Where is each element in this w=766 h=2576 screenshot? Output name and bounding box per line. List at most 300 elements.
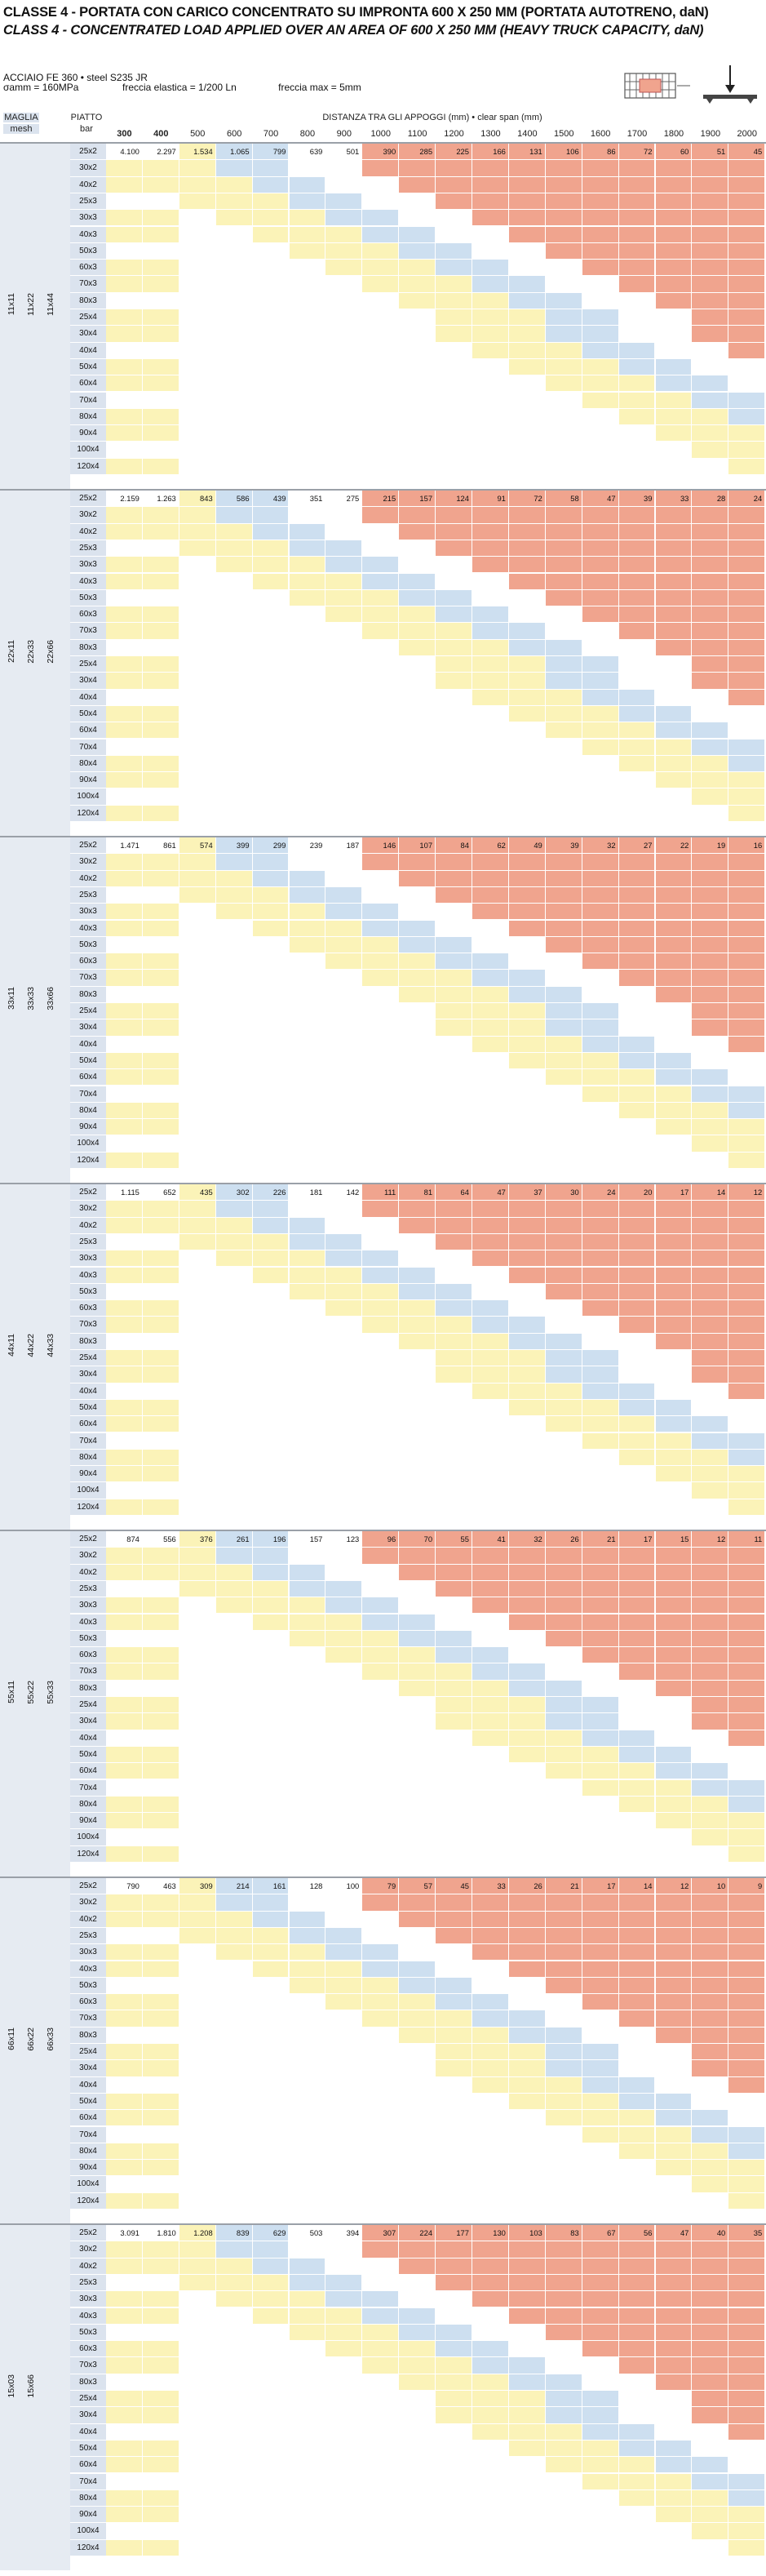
material: ACCIAIO FE 360 • steel S235 JR bbox=[3, 72, 148, 83]
load-cell bbox=[582, 2143, 618, 2159]
load-cell bbox=[436, 806, 472, 821]
load-cell: 84 bbox=[436, 837, 472, 853]
load-cell bbox=[472, 260, 508, 275]
load-cell bbox=[216, 887, 252, 903]
load-cell bbox=[362, 309, 398, 325]
load-cell bbox=[728, 524, 764, 540]
load-cell bbox=[216, 442, 252, 457]
load-cell bbox=[106, 1416, 142, 1432]
load-cell bbox=[582, 1647, 618, 1663]
load-cell bbox=[143, 1234, 179, 1250]
mesh-block-66x11 bbox=[0, 1876, 766, 2223]
load-cell bbox=[179, 1400, 215, 1415]
load-cell bbox=[179, 359, 215, 375]
load-cell bbox=[106, 393, 142, 408]
load-cell bbox=[253, 2474, 289, 2489]
load-cell bbox=[582, 1697, 618, 1712]
load-cell bbox=[656, 1466, 692, 1481]
load-cell bbox=[216, 1565, 252, 1580]
load-cell bbox=[106, 2407, 142, 2423]
load-cell: 225 bbox=[436, 144, 472, 159]
load-cell bbox=[290, 1482, 325, 1498]
load-cell bbox=[290, 1416, 325, 1432]
load-cell bbox=[472, 2291, 508, 2307]
load-cell bbox=[509, 2060, 545, 2076]
load-cell bbox=[253, 1565, 289, 1580]
load-cell: 22 bbox=[656, 837, 692, 853]
load-cell bbox=[728, 2308, 764, 2324]
load-cell bbox=[546, 1201, 582, 1216]
bar-label: 30x3 bbox=[70, 1944, 106, 1960]
load-cell bbox=[619, 806, 655, 821]
load-cell: 58 bbox=[546, 491, 582, 506]
bar-label: 30x3 bbox=[70, 1597, 106, 1613]
bar-label: 40x3 bbox=[70, 574, 106, 589]
load-cell bbox=[619, 854, 655, 869]
load-cell bbox=[106, 1334, 142, 1349]
load-cell bbox=[692, 640, 728, 655]
load-cell: 47 bbox=[472, 1184, 508, 1200]
load-cell: 11 bbox=[728, 1531, 764, 1547]
load-cell bbox=[253, 640, 289, 655]
load-cell bbox=[509, 507, 545, 522]
load-cell bbox=[179, 1317, 215, 1332]
load-cell bbox=[582, 1928, 618, 1943]
load-cell bbox=[619, 177, 655, 193]
load-cell bbox=[509, 2391, 545, 2406]
load-cell bbox=[472, 2441, 508, 2456]
load-cell bbox=[582, 507, 618, 522]
load-cell bbox=[253, 871, 289, 886]
load-cell bbox=[546, 1499, 582, 1515]
load-cell bbox=[290, 788, 325, 804]
load-cell bbox=[692, 393, 728, 408]
load-cell bbox=[179, 1416, 215, 1432]
load-cell bbox=[472, 2391, 508, 2406]
load-cell bbox=[728, 987, 764, 1002]
load-cell bbox=[692, 854, 728, 869]
load-cell bbox=[656, 2540, 692, 2556]
load-cell bbox=[692, 2540, 728, 2556]
load-cell bbox=[472, 656, 508, 672]
load-cell bbox=[179, 293, 215, 309]
load-cell bbox=[619, 887, 655, 903]
bar-label: 30x4 bbox=[70, 2060, 106, 2076]
load-cell bbox=[106, 557, 142, 572]
load-cell bbox=[216, 590, 252, 606]
load-cell bbox=[362, 1663, 398, 1679]
load-cell bbox=[692, 2275, 728, 2290]
load-cell bbox=[546, 409, 582, 424]
load-cell bbox=[179, 2160, 215, 2175]
load-cell bbox=[253, 260, 289, 275]
load-cell bbox=[362, 1829, 398, 1845]
load-cell bbox=[253, 1499, 289, 1515]
load-cell bbox=[325, 2341, 361, 2356]
load-cell bbox=[179, 871, 215, 886]
load-cell bbox=[619, 557, 655, 572]
load-cell bbox=[253, 1747, 289, 1762]
load-cell bbox=[143, 1003, 179, 1019]
load-cell bbox=[619, 1747, 655, 1762]
load-cell bbox=[106, 1763, 142, 1779]
span-600: 600 bbox=[226, 129, 242, 139]
load-cell bbox=[179, 806, 215, 821]
load-cell bbox=[436, 871, 472, 886]
load-cell bbox=[179, 2110, 215, 2125]
load-cell bbox=[325, 193, 361, 209]
load-cell bbox=[509, 2077, 545, 2093]
load-cell bbox=[582, 1780, 618, 1796]
load-cell bbox=[362, 1912, 398, 1927]
load-cell bbox=[253, 1284, 289, 1299]
load-cell bbox=[106, 1466, 142, 1481]
load-cell bbox=[290, 2110, 325, 2125]
load-cell bbox=[325, 2308, 361, 2324]
load-cell bbox=[656, 1350, 692, 1366]
load-cell bbox=[362, 1548, 398, 1563]
load-cell bbox=[399, 722, 435, 738]
load-cell bbox=[362, 393, 398, 408]
load-cell bbox=[216, 2094, 252, 2109]
load-cell bbox=[582, 276, 618, 291]
load-cell bbox=[325, 177, 361, 193]
load-cell bbox=[179, 2176, 215, 2192]
load-cell bbox=[728, 656, 764, 672]
load-cell bbox=[216, 2523, 252, 2538]
load-cell bbox=[436, 2441, 472, 2456]
load-cell bbox=[692, 2044, 728, 2059]
load-cell bbox=[728, 1300, 764, 1316]
load-cell bbox=[546, 623, 582, 638]
load-cell bbox=[216, 2357, 252, 2373]
load-cell bbox=[436, 854, 472, 869]
load-cell bbox=[582, 1466, 618, 1481]
load-cell: 1.810 bbox=[143, 2225, 179, 2241]
load-cell bbox=[436, 2143, 472, 2159]
load-cell bbox=[143, 1450, 179, 1465]
load-cell bbox=[619, 2391, 655, 2406]
load-cell bbox=[325, 2077, 361, 2093]
load-cell bbox=[692, 2308, 728, 2324]
load-cell bbox=[546, 1037, 582, 1052]
load-cell bbox=[472, 1780, 508, 1796]
load-cell bbox=[179, 1912, 215, 1927]
load-cell bbox=[509, 2308, 545, 2324]
load-cell bbox=[179, 1797, 215, 1812]
load-cell bbox=[546, 1928, 582, 1943]
load-cell bbox=[472, 788, 508, 804]
load-cell bbox=[106, 2143, 142, 2159]
load-cell bbox=[472, 937, 508, 953]
load-cell bbox=[362, 442, 398, 457]
load-cell bbox=[436, 722, 472, 738]
load-cell bbox=[216, 1433, 252, 1449]
load-cell bbox=[692, 227, 728, 242]
load-cell bbox=[106, 1499, 142, 1515]
load-cell bbox=[362, 2391, 398, 2406]
bar-label: 30x4 bbox=[70, 1713, 106, 1729]
load-cell bbox=[143, 1218, 179, 1233]
load-cell bbox=[179, 393, 215, 408]
load-cell bbox=[656, 227, 692, 242]
load-cell bbox=[546, 739, 582, 755]
load-cell bbox=[582, 673, 618, 688]
load-cell bbox=[106, 2044, 142, 2059]
load-cell bbox=[436, 1829, 472, 1845]
bar-label: 40x4 bbox=[70, 343, 106, 358]
load-cell bbox=[106, 606, 142, 622]
load-cell bbox=[216, 1482, 252, 1498]
load-cell bbox=[325, 706, 361, 722]
load-cell bbox=[216, 425, 252, 441]
load-cell bbox=[509, 2275, 545, 2290]
load-cell bbox=[253, 1780, 289, 1796]
load-cell bbox=[546, 1086, 582, 1102]
load-cell bbox=[472, 1450, 508, 1465]
load-cell bbox=[582, 1713, 618, 1729]
load-cell bbox=[325, 1631, 361, 1646]
load-cell bbox=[656, 1581, 692, 1597]
load-cell bbox=[692, 160, 728, 175]
load-cell bbox=[325, 507, 361, 522]
title-english: CLASS 4 - CONCENTRATED LOAD APPLIED OVER AN AREA OF 600 X 250 MM (HEAVY TRUCK CAPACITY, daN) bbox=[3, 23, 704, 38]
load-cell bbox=[399, 1466, 435, 1481]
load-cell bbox=[728, 442, 764, 457]
load-cell bbox=[253, 690, 289, 705]
load-cell bbox=[179, 2441, 215, 2456]
load-cell bbox=[362, 1565, 398, 1580]
load-cell bbox=[106, 193, 142, 209]
load-cell bbox=[179, 1053, 215, 1068]
load-cell bbox=[179, 2094, 215, 2109]
load-cell bbox=[619, 606, 655, 622]
load-cell bbox=[216, 756, 252, 771]
load-cell bbox=[728, 1086, 764, 1102]
load-cell bbox=[656, 722, 692, 738]
load-cell bbox=[656, 2027, 692, 2043]
load-cell bbox=[509, 425, 545, 441]
load-cell bbox=[290, 1663, 325, 1679]
load-cell bbox=[179, 1135, 215, 1151]
load-cell bbox=[546, 1153, 582, 1168]
load-cell bbox=[362, 640, 398, 655]
load-cell bbox=[656, 425, 692, 441]
load-cell bbox=[546, 953, 582, 969]
load-cell bbox=[436, 739, 472, 755]
load-cell bbox=[362, 921, 398, 936]
load-cell bbox=[509, 193, 545, 209]
load-cell bbox=[179, 409, 215, 424]
bar-label: 40x4 bbox=[70, 2077, 106, 2093]
load-cell bbox=[619, 1894, 655, 1910]
load-cell bbox=[472, 1944, 508, 1960]
load-cell bbox=[692, 2357, 728, 2373]
load-cell bbox=[362, 2193, 398, 2209]
load-cell bbox=[472, 2540, 508, 2556]
load-cell bbox=[509, 1780, 545, 1796]
load-cell bbox=[509, 2044, 545, 2059]
load-cell: 181 bbox=[290, 1184, 325, 1200]
load-cell bbox=[656, 2241, 692, 2257]
load-cell bbox=[399, 359, 435, 375]
load-cell bbox=[509, 1003, 545, 1019]
load-cell bbox=[290, 2407, 325, 2423]
load-cell bbox=[582, 425, 618, 441]
load-cell bbox=[728, 937, 764, 953]
load-cell bbox=[325, 921, 361, 936]
load-cell bbox=[619, 210, 655, 225]
load-cell bbox=[290, 1697, 325, 1712]
load-cell bbox=[692, 2325, 728, 2340]
bar-label: 60x3 bbox=[70, 1300, 106, 1316]
load-cell bbox=[106, 1300, 142, 1316]
load-cell bbox=[216, 1284, 252, 1299]
load-cell bbox=[253, 2341, 289, 2356]
bar-label: 100x4 bbox=[70, 442, 106, 457]
load-cell bbox=[106, 1019, 142, 1035]
load-cell bbox=[436, 1978, 472, 1993]
load-cell bbox=[399, 2325, 435, 2340]
load-cell bbox=[656, 1284, 692, 1299]
load-cell bbox=[290, 2077, 325, 2093]
load-cell bbox=[436, 970, 472, 985]
bar-label: 70x4 bbox=[70, 2474, 106, 2489]
load-cell bbox=[692, 1416, 728, 1432]
load-cell bbox=[290, 1631, 325, 1646]
load-cell bbox=[582, 2391, 618, 2406]
load-cell bbox=[546, 904, 582, 919]
bar-header: PIATTO bbox=[70, 113, 103, 122]
load-cell: 40 bbox=[692, 2225, 728, 2241]
load-cell bbox=[290, 2374, 325, 2390]
load-cell bbox=[546, 2441, 582, 2456]
load-cell bbox=[106, 2060, 142, 2076]
load-cell bbox=[436, 2507, 472, 2522]
load-cell bbox=[472, 1647, 508, 1663]
load-cell bbox=[179, 2027, 215, 2043]
load-cell bbox=[216, 393, 252, 408]
span-700: 700 bbox=[263, 129, 279, 139]
load-cell bbox=[472, 1631, 508, 1646]
load-cell bbox=[728, 1366, 764, 1382]
load-cell bbox=[728, 1037, 764, 1052]
load-cell bbox=[253, 2523, 289, 2538]
load-cell bbox=[582, 2160, 618, 2175]
load-cell: 1.471 bbox=[106, 837, 142, 853]
bar-label: 60x3 bbox=[70, 1647, 106, 1663]
load-cell bbox=[325, 1614, 361, 1630]
load-cell bbox=[179, 574, 215, 589]
load-cell bbox=[179, 193, 215, 209]
load-cell bbox=[253, 2110, 289, 2125]
load-cell bbox=[656, 2374, 692, 2390]
load-cell bbox=[546, 425, 582, 441]
load-cell bbox=[436, 1284, 472, 1299]
load-cell bbox=[656, 2424, 692, 2440]
load-cell bbox=[290, 2241, 325, 2257]
load-cell bbox=[290, 1797, 325, 1812]
load-cell bbox=[656, 2407, 692, 2423]
load-cell bbox=[436, 2176, 472, 2192]
load-cell bbox=[216, 1334, 252, 1349]
load-cell bbox=[216, 690, 252, 705]
load-cell bbox=[728, 425, 764, 441]
load-cell bbox=[656, 459, 692, 474]
bar-label: 60x3 bbox=[70, 2341, 106, 2356]
load-cell bbox=[472, 2275, 508, 2290]
load-cell bbox=[582, 1482, 618, 1498]
load-cell bbox=[728, 1548, 764, 1563]
load-cell bbox=[472, 1829, 508, 1845]
load-cell bbox=[692, 1763, 728, 1779]
load-cell bbox=[582, 1284, 618, 1299]
load-cell bbox=[436, 1250, 472, 1266]
load-cell bbox=[216, 1119, 252, 1135]
load-cell bbox=[728, 1763, 764, 1779]
load-cell bbox=[325, 1019, 361, 1035]
load-cell bbox=[692, 2341, 728, 2356]
load-cell bbox=[325, 1466, 361, 1481]
bar-label: 25x4 bbox=[70, 1350, 106, 1366]
mesh-block-11x11 bbox=[0, 142, 766, 489]
span-1500: 1500 bbox=[554, 129, 574, 139]
load-cell bbox=[253, 2275, 289, 2290]
load-cell bbox=[728, 2060, 764, 2076]
load-cell bbox=[143, 1284, 179, 1299]
load-cell bbox=[179, 1631, 215, 1646]
load-cell bbox=[472, 623, 508, 638]
load-cell bbox=[619, 1086, 655, 1102]
load-cell bbox=[472, 1201, 508, 1216]
load-cell bbox=[216, 1383, 252, 1399]
load-cell bbox=[509, 1433, 545, 1449]
load-cell bbox=[106, 590, 142, 606]
load-cell bbox=[253, 1978, 289, 1993]
load-cell bbox=[290, 1300, 325, 1316]
load-cell bbox=[546, 2474, 582, 2489]
load-cell bbox=[325, 1747, 361, 1762]
load-cell bbox=[436, 2490, 472, 2506]
load-cell bbox=[325, 887, 361, 903]
load-cell bbox=[509, 921, 545, 936]
load-cell bbox=[692, 1894, 728, 1910]
load-cell bbox=[728, 1928, 764, 1943]
bar-label: 25x4 bbox=[70, 2391, 106, 2406]
load-cell bbox=[656, 1763, 692, 1779]
load-cell bbox=[362, 656, 398, 672]
load-cell bbox=[436, 375, 472, 391]
load-cell bbox=[290, 1234, 325, 1250]
load-cell bbox=[179, 1597, 215, 1613]
load-cell bbox=[179, 2507, 215, 2522]
load-cell bbox=[399, 1234, 435, 1250]
load-cell: 45 bbox=[728, 144, 764, 159]
load-cell bbox=[399, 1713, 435, 1729]
bar-label: 50x4 bbox=[70, 1053, 106, 1068]
load-cell bbox=[546, 1284, 582, 1299]
load-cell bbox=[106, 2457, 142, 2472]
load-cell bbox=[546, 227, 582, 242]
load-cell bbox=[253, 276, 289, 291]
load-cell bbox=[143, 2160, 179, 2175]
load-cell bbox=[399, 2407, 435, 2423]
load-cell bbox=[290, 1466, 325, 1481]
load-cell bbox=[509, 1284, 545, 1299]
load-cell bbox=[179, 1366, 215, 1382]
load-cell bbox=[692, 970, 728, 985]
load-cell bbox=[546, 1416, 582, 1432]
